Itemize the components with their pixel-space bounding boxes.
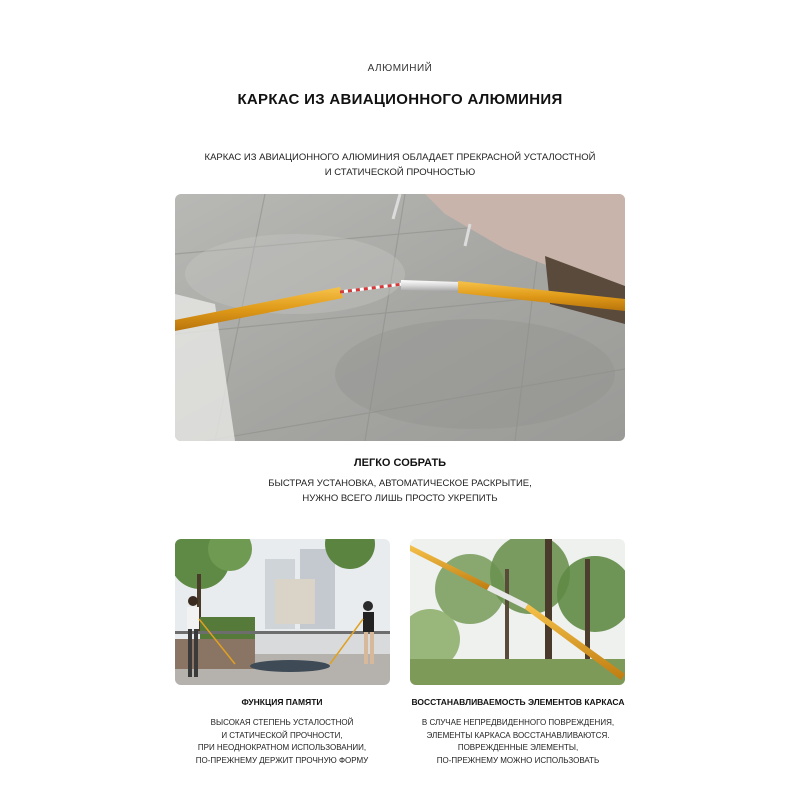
pole-trees-photo [410,539,625,685]
page-title: КАРКАС ИЗ АВИАЦИОННОГО АЛЮМИНИЯ [237,91,563,108]
tent-setup-photo [175,539,390,685]
subtitle-line: КАРКАС ИЗ АВИАЦИОННОГО АЛЮМИНИЯ ОБЛАДАЕТ ПРЕКРАСНОЙ УСТАЛОСТНОЙ [204,152,596,163]
assembly-description [0,476,800,506]
repairability-feature-line: ЭЛЕМЕНТЫ КАРКАСА ВОССТАНАВЛИВАЮТСЯ. [426,730,610,740]
assembly-line: НУЖНО ВСЕГО ЛИШЬ ПРОСТО УКРЕПИТЬ [302,493,498,504]
subtitle-line: И СТАТИЧЕСКОЙ ПРОЧНОСТЬЮ [324,167,476,178]
page-subtitle [0,150,800,180]
repairability-feature-line: ПО-ПРЕЖНЕМУ МОЖНО ИСПОЛЬЗОВАТЬ [436,755,600,765]
pole-on-pavement-photo [175,194,625,441]
memory-feature-line: ПРИ НЕОДНОКРАТНОМ ИСПОЛЬЗОВАНИИ, [197,743,367,752]
assembly-title: ЛЕГКО СОБРАТЬ [353,457,447,469]
memory-feature-description [162,717,402,767]
repairability-feature-line: В СЛУЧАЕ НЕПРЕДВИДЕННОГО ПОВРЕЖДЕНИЯ, [421,718,615,727]
repairability-feature-description [398,717,638,767]
memory-feature-title: ФУНКЦИЯ ПАМЯТИ [241,697,323,707]
category-label: АЛЮМИНИЙ [367,63,433,74]
memory-feature-line: И СТАТИЧЕСКОЙ ПРОЧНОСТИ, [221,730,343,740]
repairability-feature-title: ВОССТАНАВЛИВАЕМОСТЬ ЭЛЕМЕНТОВ КАРКАСА [411,697,625,707]
memory-feature-line: ПО-ПРЕЖНЕМУ ДЕРЖИТ ПРОЧНУЮ ФОРМУ [195,755,369,765]
repairability-feature-line: ПОВРЕЖДЕННЫЕ ЭЛЕМЕНТЫ, [457,743,579,752]
memory-feature-line: ВЫСОКАЯ СТЕПЕНЬ УСТАЛОСТНОЙ [210,718,354,727]
assembly-line: БЫСТРАЯ УСТАНОВКА, АВТОМАТИЧЕСКОЕ РАСКРЫТИЕ, [268,478,532,489]
